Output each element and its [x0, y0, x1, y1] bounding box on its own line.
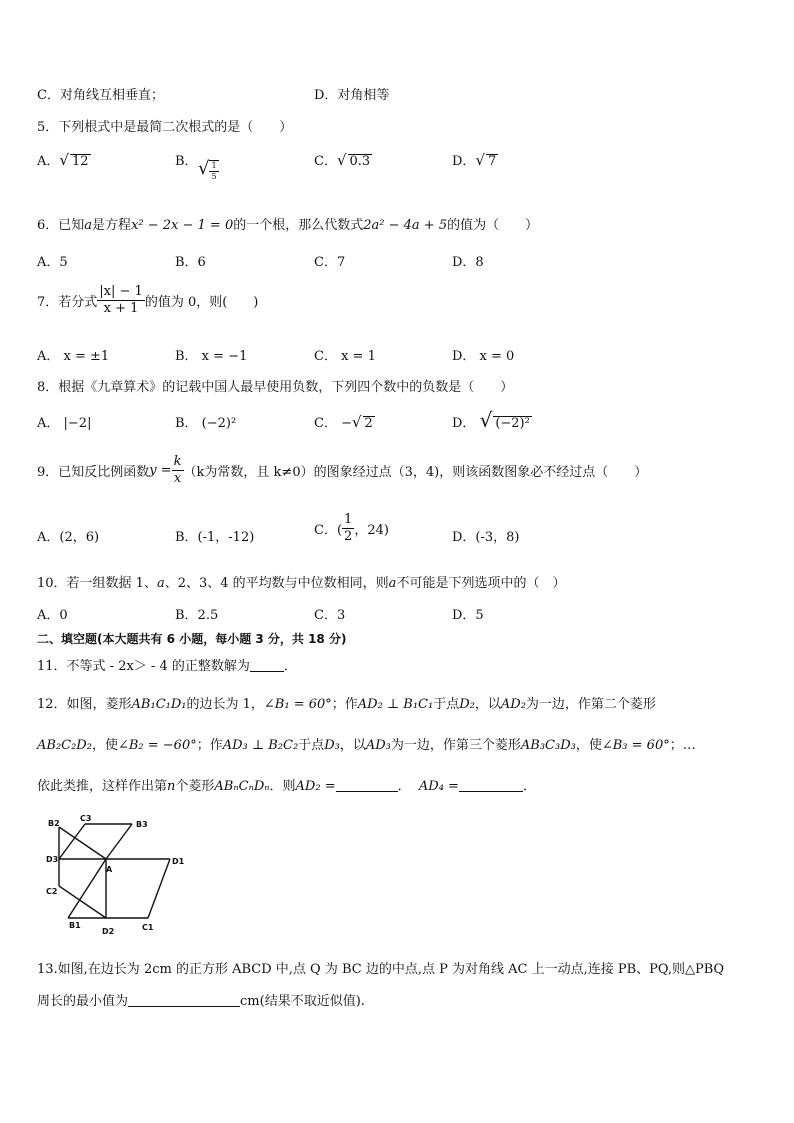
label-d3: D3	[46, 855, 59, 864]
label-d1: D1	[172, 857, 185, 866]
q12-answer-blank-2	[459, 779, 523, 792]
q12-line-1: 12．如图，菱形AB₁C₁D₁的边长为 1，∠B₁ = 60°；作AD₂ ⊥ B₁C₁于点D₂，以AD₂为一边，作第二个菱形	[37, 697, 656, 712]
q8-stem: 8．根据《九章算术》的记载中国人最早使用负数，下列四个数中的负数是（ ）	[37, 380, 514, 395]
q7-option-d: D． x = 0	[452, 349, 515, 364]
q5-stem: 5．下列根式中是最简二次根式的是（ ）	[37, 120, 293, 135]
q9-fraction: $\frac{k}{x}$	[173, 454, 182, 486]
q7-option-a: A． x = ±1	[37, 349, 110, 364]
label-b3: B3	[136, 820, 148, 829]
label-c1: C1	[142, 923, 154, 932]
q9-option-d: D．(-3，8)	[452, 530, 520, 545]
label-b1: B1	[69, 921, 81, 930]
q6-option-d: D．8	[452, 255, 484, 270]
section-heading: 二、填空题(本大题共有 6 小题，每小题 3 分，共 18 分)	[37, 632, 347, 646]
edge-c1-d1	[148, 859, 170, 918]
q10-option-b: B．2.5	[175, 608, 219, 623]
q13-line-1: 13.如图,在边长为 2cm 的正方形 ABCD 中,点 Q 为 BC 边的中点,点 P 为对角线 AC 上一动点,连接 PB、PQ,则△PBQ	[37, 962, 724, 977]
q6-option-c: C．7	[314, 255, 346, 270]
q9-option-a: A．(2，6)	[37, 530, 100, 545]
q6-option-b: B．6	[175, 255, 206, 270]
label-b2: B2	[48, 819, 60, 828]
q4-option-d: D．对角相等	[314, 88, 390, 103]
q8-option-b: B． (−2)²	[175, 416, 237, 431]
rhombus-figure	[40, 812, 190, 937]
q11-stem: 11．不等式 - 2x＞ - 4 的正整数解为 ．	[37, 659, 297, 674]
q10-option-d: D．5	[452, 608, 484, 623]
q7-fraction: $\frac{|x| - 1}{x + 1}$	[99, 284, 143, 316]
q11-answer-blank	[250, 659, 284, 672]
q4-option-c: C．对角线互相垂直；	[37, 88, 164, 103]
q13-answer-blank	[128, 994, 240, 1007]
q13-line-2: 周长的最小值为 cm(结果不取近似值).	[37, 994, 365, 1009]
label-d2: D2	[102, 927, 115, 936]
q5-option-b: B．	[175, 154, 198, 169]
q9-option-c: C．( $\frac{1}{2}$ ，24)	[314, 512, 389, 544]
edge-a-b2	[59, 827, 106, 859]
q7-stem: 7．若分式 $\frac{|x| - 1}{x + 1}$ 的值为 0，则( )	[37, 284, 259, 316]
edge-b3-a	[106, 824, 132, 859]
q8-option-c: C． −√ 2	[314, 413, 373, 431]
label-c3: C3	[80, 814, 92, 823]
edge-c2-d2	[59, 886, 106, 918]
q9-stem: 9．已知反比例函数y = $\frac{k}{x}$ （k为常数，且 k≠0）的图象经过点（3，4)，则该函数图象必不经过点（ ）	[37, 454, 648, 486]
q12-line-2: AB₂C₂D₂，使∠B₂ = −60°；作AD₃ ⊥ B₂C₂于点D₃，以AD₃为一边，作第三个菱形AB₃C₃D₃，使∠B₃ = 60°；…	[37, 738, 696, 753]
q6-stem: 6．已知a是方程x² − 2x − 1 = 0的一个根，那么代数式2a² − 4a + 5的值为（ ）	[37, 218, 539, 233]
q5-b-radical: √ $\frac{1}{5}$	[198, 158, 217, 181]
q9-option-b: B．(-1，-12)	[175, 530, 255, 545]
q10-option-a: A．0	[37, 608, 68, 623]
q7-option-b: B． x = −1	[175, 349, 248, 364]
q6-option-a: A．5	[37, 255, 68, 270]
label-c2: C2	[46, 887, 58, 896]
q5-option-c: C．√ 0.3	[314, 151, 371, 169]
q7-option-c: C． x = 1	[314, 349, 376, 364]
q8-option-d: D． √ (−2)²	[452, 408, 530, 432]
q5-option-d: D．√ 7	[452, 151, 497, 169]
q5-a-radicand: 12	[71, 154, 89, 169]
label-a: A	[106, 865, 113, 874]
q12-line-3: 依此类推，这样作出第n个菱形ABₙCₙDₙ．则AD₂ = ． AD₄ = ．	[37, 779, 536, 794]
q5-option-a: A．√ 12	[37, 151, 89, 169]
q10-option-c: C．3	[314, 608, 346, 623]
q10-stem: 10．若一组数据 1、a、2、3、4 的平均数与中位数相同，则a不可能是下列选项中的（ ）	[37, 576, 566, 591]
q12-answer-blank-1	[336, 779, 398, 792]
edge-a-b1	[68, 859, 106, 918]
q8-option-a: A． |−2|	[37, 416, 92, 431]
